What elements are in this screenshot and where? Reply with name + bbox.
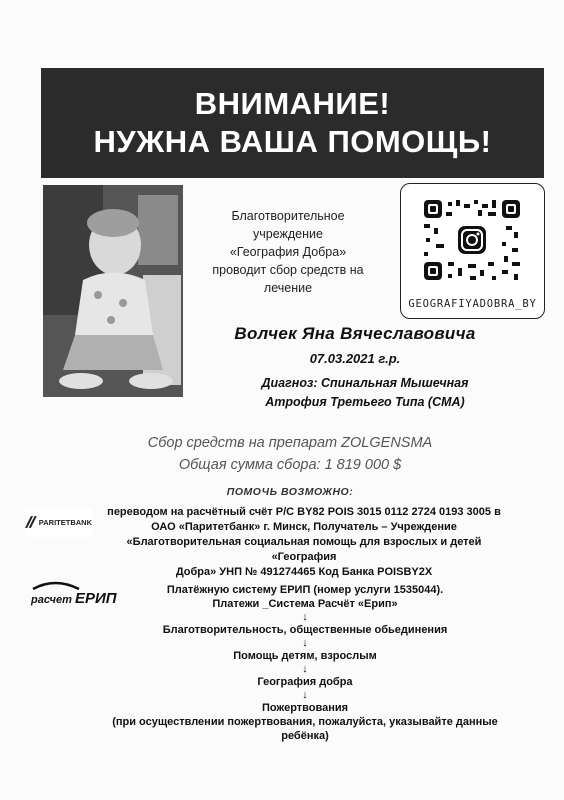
bank-line: «Благотворительная социальная помощь для взрослых и детей «География [126,536,482,563]
child-photo [43,185,183,397]
org-line: «География Добра» [229,245,347,259]
org-line: Благотворительное [231,209,345,223]
patient-dob: 07.03.2021 г.р. [309,351,401,366]
org-line: проводит сбор средств на [212,263,364,277]
erip-line: Благотворительность, общественные обьединения [162,624,448,636]
headline-line-2: НУЖНА ВАША ПОМОЩЬ! [93,124,492,159]
paritetbank-logo [25,507,92,537]
diagnosis-line-2: Атрофия Третьего Типа (СМА) [265,395,465,409]
org-line: учреждение [253,227,323,241]
bank-line: переводом на расчётный счёт Р/С BY82 POIS 3015 0112 2724 0193 3005 в [107,506,501,518]
erip-logo-left: расчет [31,594,72,606]
erip-line: Пожертвования [261,702,349,714]
collection-info [100,432,480,476]
collection-total: Общая сумма сбора: 1 819 000 $ [178,457,402,473]
qr-code [422,198,522,282]
patient-name: Волчек Яна Вячеславовича [234,324,476,343]
organization-text [188,207,388,297]
bank-line: Добра» УНП № 491274465 Код Банка POISBY2X [175,566,433,578]
headline-line-1: ВНИМАНИЕ! [194,86,391,121]
instagram-icon [458,226,486,254]
erip-line: (при осуществлении пожертвования, пожалуйста, указывайте данные ребёнка) [112,716,498,742]
erip-line: География добра [257,676,353,688]
down-arrow-icon: ↓ [302,663,308,675]
down-arrow-icon: ↓ [302,637,308,649]
erip-line: Помощь детям, взрослым [233,650,377,662]
headline-banner [41,68,544,178]
help-title: ПОМОЧЬ ВОЗМОЖНО: [226,486,354,498]
down-arrow-icon: ↓ [302,689,308,701]
bank-transfer-details [98,505,510,580]
org-line: лечение [263,281,313,295]
erip-line: Платёжную систему ЕРИП (номер услуги 1535044). [166,584,444,596]
collection-drug: Сбор средств на препарат ZOLGENSMA [147,435,433,451]
bank-line: ОАО «Паритетбанк» г. Минск, Получатель – Учреждение [151,521,457,533]
erip-logo-right: ЕРИП [75,590,117,607]
child-photo-illustration [43,185,183,397]
qr-code-card[interactable] [400,183,545,319]
erip-instructions [90,583,520,743]
qr-label: GEOGRAFIYADOBRA_BY [408,298,537,310]
patient-diagnosis [220,374,510,412]
erip-line: Платежи _Система Расчёт «Ерип» [212,598,398,610]
paritetbank-logo-text: PARITETBANK [38,517,92,527]
diagnosis-line-1: Диагноз: Спинальная Мышечная [261,376,469,390]
down-arrow-icon: ↓ [302,611,308,623]
paritetbank-icon [25,514,37,530]
